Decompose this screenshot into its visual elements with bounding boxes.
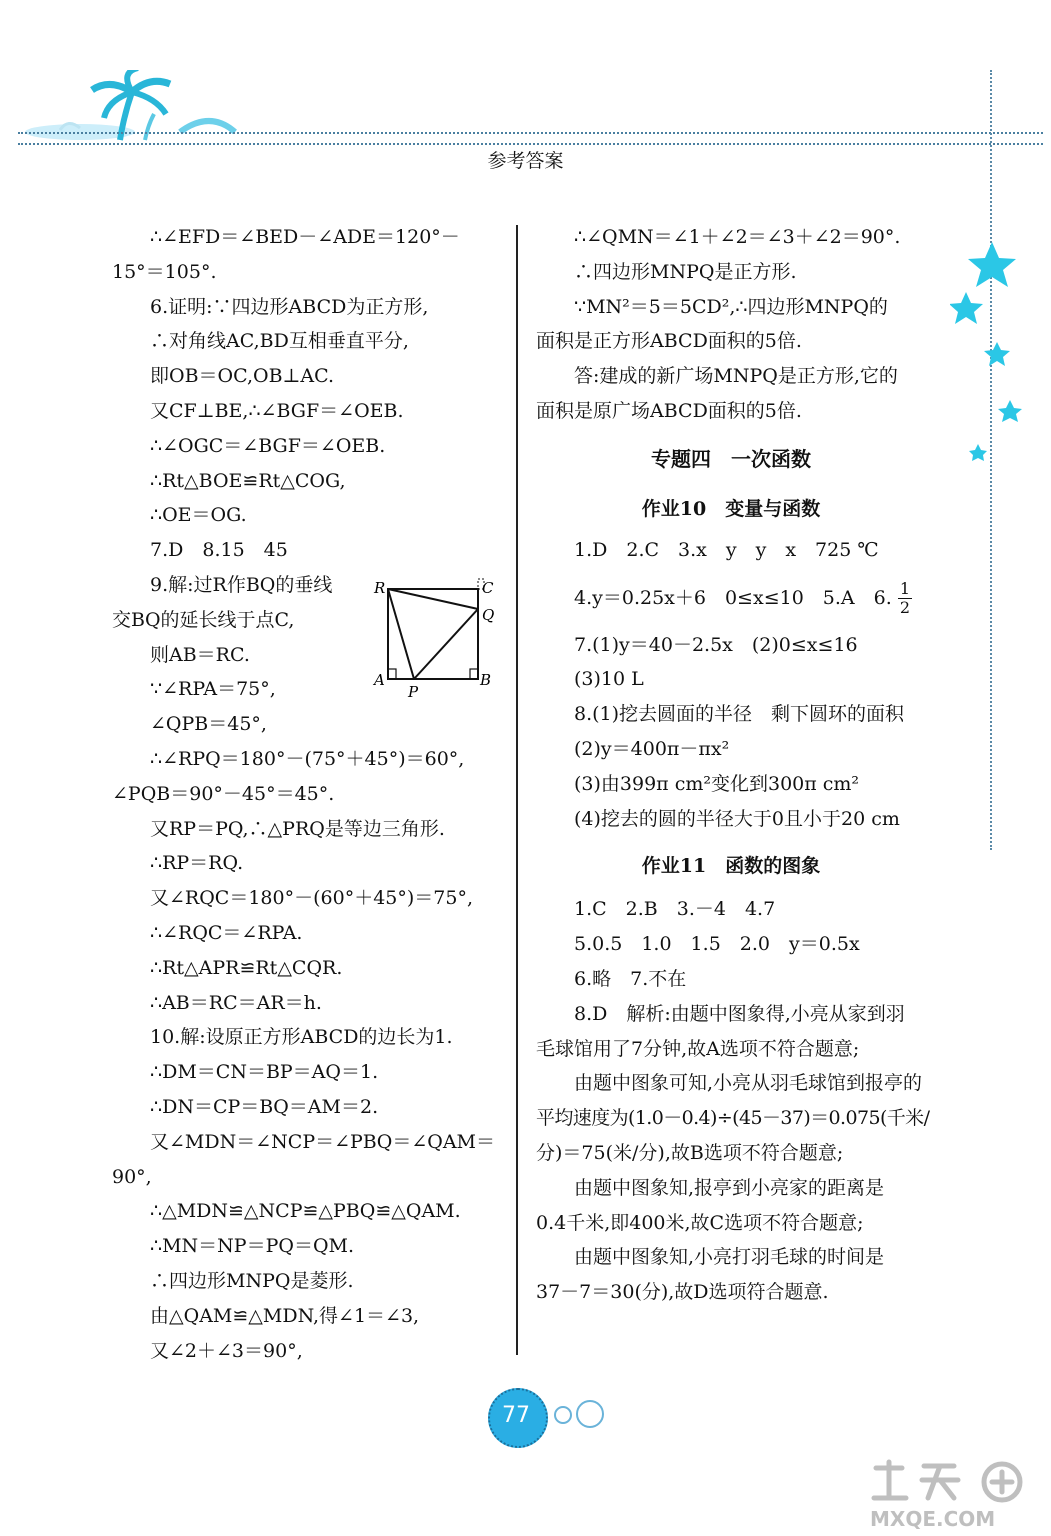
text-line: ∠PQB＝90°－45°＝45°. — [112, 782, 335, 805]
page-header-title: 参考答案 — [487, 150, 564, 172]
fraction-denominator: 2 — [899, 598, 911, 618]
text-line: ∴△MDN≌△NCP≌△PBQ≌△QAM. — [150, 1200, 461, 1223]
text-line: ∴MN＝NP＝PQ＝QM. — [150, 1235, 355, 1258]
page-number: 77 — [502, 1403, 530, 1428]
page-number-badge — [484, 1382, 624, 1452]
svg-text:MXQE.COM: MXQE.COM — [870, 1507, 996, 1531]
text-line: (3)10 L — [574, 668, 644, 691]
text-line: ∴四边形MNPQ是正方形. — [574, 260, 797, 283]
homework-10-title: 作业10 变量与函数 — [641, 497, 821, 520]
text-line: 9.解:过R作BQ的垂线 — [150, 573, 333, 596]
watermark-logo — [862, 1458, 1047, 1532]
text-line: ∴Rt△BOE≌Rt△COG, — [150, 469, 346, 492]
text-line: ∴Rt△APR≌Rt△CQR. — [150, 956, 343, 979]
text-line: ∴四边形MNPQ是菱形. — [150, 1269, 354, 1292]
text-line: 37－7＝30(分),故D选项符合题意. — [536, 1281, 829, 1304]
text-line: 面积是原广场ABCD面积的5倍. — [536, 399, 802, 422]
left-column — [112, 220, 504, 1368]
figure-label-a: A — [374, 671, 385, 689]
figure-label-q: Q — [482, 606, 495, 624]
decor-ring-large — [576, 1400, 604, 1428]
text-line: ∴∠RQC＝∠RPA. — [150, 921, 303, 944]
text-line: ∵MN²＝5＝5CD²,∴四边形MNPQ的 — [574, 295, 888, 318]
fraction-numerator: 1 — [899, 579, 911, 599]
text-line: ∴OE＝OG. — [150, 504, 247, 527]
text-line: ∵∠RPA＝75°, — [150, 678, 276, 701]
text-line: 6.证明:∵四边形ABCD为正方形, — [150, 295, 429, 318]
figure-label-b: B — [480, 671, 492, 689]
section-title: 专题四 一次函数 — [651, 446, 811, 471]
text-line: ∴∠RPQ＝180°－(75°＋45°)＝60°, — [150, 747, 465, 770]
text-line: ∴AB＝RC＝AR＝h. — [150, 991, 322, 1014]
text-line: ∴对角线AC,BD互相垂直平分, — [150, 330, 409, 353]
text-line: 6.略 7.不在 — [574, 967, 687, 990]
text-span: 4.y＝0.25x＋6 0≤x≤10 5.A 6. — [574, 586, 892, 609]
text-line: ∴∠EFD＝∠BED－∠ADE＝120°－ — [150, 226, 460, 248]
text-line: ∴∠QMN＝∠1＋∠2＝∠3＋∠2＝90°. — [574, 226, 901, 248]
fraction — [898, 580, 912, 617]
text-line: 15°＝105°. — [112, 260, 217, 283]
text-line: 又∠RQC＝180°－(60°＋45°)＝75°, — [150, 887, 474, 910]
text-line: 1.D 2.C 3.x y y x 725 ℃ — [574, 538, 879, 561]
text-line: 由△QAM≌△MDN,得∠1＝∠3, — [150, 1304, 420, 1327]
text-line: 7.(1)y＝40－2.5x (2)0≤x≤16 — [574, 633, 858, 656]
text-line: 毛球馆用了7分钟,故A选项不符合题意; — [536, 1037, 860, 1060]
header-rule-bottom — [18, 143, 1043, 145]
text-line: (3)由399π cm²变化到300π cm² — [574, 772, 860, 795]
text-line: 8.(1)挖去圆面的半径 剩下圆环的面积 — [574, 703, 905, 726]
text-line: 即OB＝OC,OB⊥AC. — [150, 365, 335, 388]
text-line: 8.D 解析:由题中图象得,小亮从家到羽 — [574, 1002, 905, 1025]
text-line: 则AB＝RC. — [150, 643, 250, 666]
text-line: 0.4千米,即400米,故C选项不符合题意; — [536, 1211, 864, 1234]
figure-label-p: P — [408, 683, 419, 700]
text-line: 7.D 8.15 45 — [150, 539, 288, 562]
text-line: ∴∠OGC＝∠BGF＝∠OEB. — [150, 434, 386, 457]
text-line: 交BQ的延长线于点C, — [112, 608, 295, 631]
text-line: 又CF⊥BE,∴∠BGF＝∠OEB. — [150, 399, 404, 422]
text-line: 又∠MDN＝∠NCP＝∠PBQ＝∠QAM＝ — [150, 1130, 496, 1153]
text-line: 面积是正方形ABCD面积的5倍. — [536, 330, 802, 353]
header-rule-top — [18, 132, 1043, 134]
decor-ring-small — [554, 1406, 572, 1424]
geometry-figure — [372, 575, 504, 700]
text-line — [536, 568, 926, 628]
text-line: 由题中图象可知,小亮从羽毛球馆到报亭的 — [574, 1072, 923, 1095]
homework-11-title: 作业11 函数的图象 — [641, 855, 821, 878]
text-line: 又∠2＋∠3＝90°, — [150, 1339, 303, 1362]
right-column — [536, 220, 930, 1310]
column-divider — [516, 225, 518, 1355]
text-line: 分)＝75(米/分),故B选项不符合题意; — [536, 1141, 844, 1164]
text-line: 5.0.5 1.0 1.5 2.0 y＝0.5x — [574, 933, 860, 956]
text-line: 1.C 2.B 3.－4 4.7 — [574, 898, 776, 921]
text-line: (4)挖去的圆的半径大于0且小于20 cm — [574, 807, 900, 830]
text-line: ∴DM＝CN＝BP＝AQ＝1. — [150, 1061, 379, 1084]
text-line: 又RP＝PQ,∴△PRQ是等边三角形. — [150, 817, 445, 840]
text-line: ∴DN＝CP＝BQ＝AM＝2. — [150, 1095, 379, 1118]
text-line: 由题中图象知,报亭到小亮家的距离是 — [574, 1176, 885, 1199]
text-line: ∴RP＝RQ. — [150, 852, 244, 875]
figure-label-c: C — [482, 579, 494, 597]
text-line: 平均速度为(1.0－0.4)÷(45－37)＝0.075(千米/ — [536, 1107, 930, 1130]
text-line: ∠QPB＝45°, — [150, 713, 267, 736]
text-line: 答:建成的新广场MNPQ是正方形,它的 — [574, 365, 898, 388]
figure-label-r: R — [374, 579, 386, 597]
star-decoration — [950, 230, 1040, 470]
text-line: (2)y＝400π－πx² — [574, 737, 730, 760]
text-line: 10.解:设原正方形ABCD的边长为1. — [150, 1026, 453, 1049]
palm-tree-decoration — [20, 70, 250, 150]
text-line: 90°, — [112, 1165, 152, 1188]
text-line: 由题中图象知,小亮打羽毛球的时间是 — [574, 1246, 885, 1269]
